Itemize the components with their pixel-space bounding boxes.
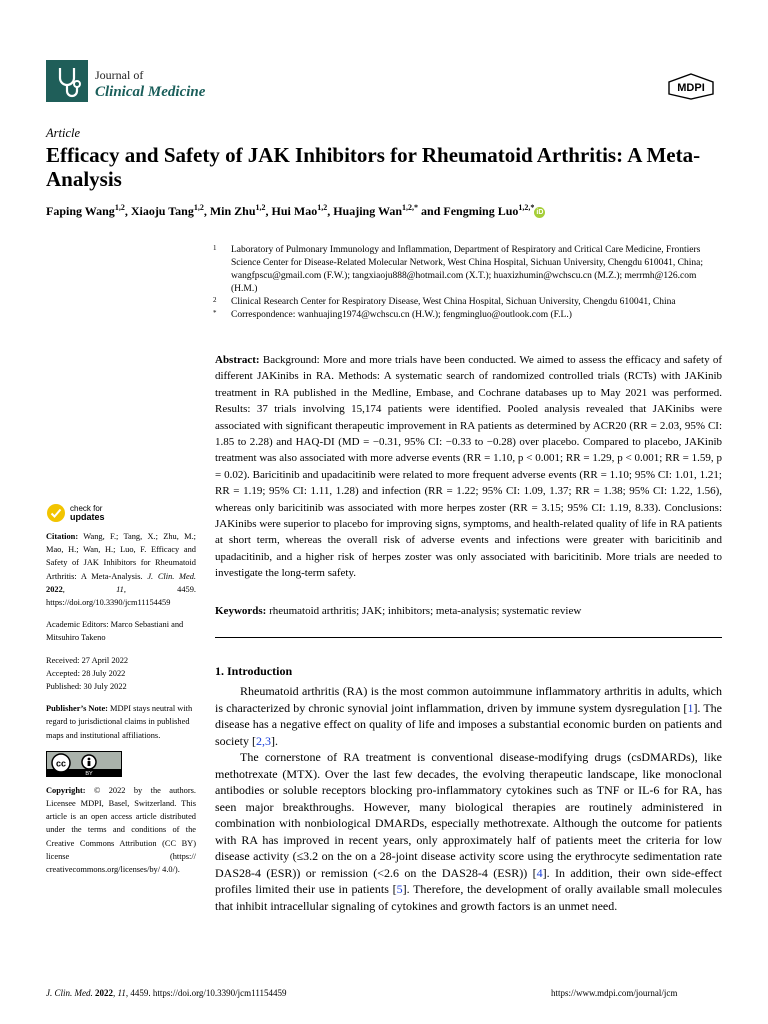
affiliation-item [213,296,723,309]
author-name: Xiaoju Tang [130,204,194,218]
abstract-text: Background: More and more trials have been conducted. We aimed to assess the efficacy and safety of different JAKinibs in RA. Methods: A systematic search of randomized controlled trials (RCTs) with JAKinib treatment in RA published in the Medline, Embase, and Cochrane databases up to May 2021 was performed. Results: 37 trials involving 15,174 patients were identified. Pooled analysis revealed that JAKinibs were associated with significant therapeutic improvement in RA patients as determined by ACR20 (RR = 2.03, 95% CI: 1.85 to 2.28) and HAQ-DI (MD = −0.31, 95% CI: −0.33 to −0.28) over placebo. Compared to placebo, JAKinib treatment was also associated with more adverse events (RR = 1.10, p < 0.001; RR = 1.29, p < 0.001; RR = 1.59, p = 0.02). Baricitinib and upadacitinib were related to more frequent adverse events (RR = 1.10; 95% CI: 1.01, 1.21; RR = 1.19; 95% CI: 1.11, 1.28) and infection (RR = 1.22; 95% CI: 1.09, 1.37; RR = 1.38; 95% CI: 1.22, 1.56), whereas only baricitinib was associated with more herpes zoster (RR = 3.15; 95% CI: 1.19, 8.33). Conclusions: JAKinibs were superior to placebo for improving signs, symptoms, and health-related quality of life in RA patients at short term, whereas the overall risk of adverse events and infections were greater with baricitinib and upadacitinib, and a higher risk of herpes zoster was only associated with baricitinib. More trials are needed to investigate the long-term safety. [215,354,723,580]
introduction-body [215,683,722,914]
copyright-text: © 2022 by the authors. Licensee MDPI, Basel, Switzerland. This article is an open access article distributed under the terms and conditions of the Creative Commons Attribution (CC BY) license (https:// creativecommons.org/licenses/by/ 4.0/). [46,785,197,875]
check-for-updates-button[interactable] [46,503,105,523]
received-date: Received: 27 April 2022 [46,655,129,665]
mdpi-logo [665,72,717,105]
author-affiliation-mark: 1,2 [114,203,125,212]
citation-doi[interactable]: , 4459. https://doi.org/10.3390/jcm11154459 [46,584,197,608]
author-affiliation-mark: 1,2,* [402,203,419,212]
author-affiliation-mark: 1,2,* [518,203,535,212]
footer-year: 2022 [95,988,113,998]
dates [46,654,196,694]
orcid-icon[interactable]: iD [536,208,544,216]
affiliation-mark: * [213,309,217,317]
mdpi-logo-text: MDPI [677,82,705,94]
author-affiliation-mark: 1,2 [193,203,204,212]
keywords-text: rheumatoid arthritis; JAK; inhibitors; meta-analysis; systematic review [269,605,582,617]
citation-link[interactable]: 1 [687,700,694,715]
sidebar [46,530,196,876]
academic-editors: Academic Editors: Marco Sebastiani and Mitsuhiro Takeno [46,620,184,643]
citation-year: 2022 [46,584,63,594]
publisher-note-label: Publisher’s Note: [46,704,108,714]
affiliation-text: Clinical Research Center for Respiratory Disease, West China Hospital, Sichuan University, Chengdu 610041, China [231,297,676,307]
affiliation-item [213,244,723,296]
published-date: Published: 30 July 2022 [46,682,127,692]
affiliation-mark: 2 [213,296,217,304]
author-name: Min Zhu [209,204,256,218]
check-updates-icon [46,503,66,523]
footer-volume: 11 [117,988,126,998]
citation-link[interactable]: 4 [536,865,543,880]
copyright-label: Copyright: [46,785,86,795]
keywords-label: Keywords: [215,605,267,617]
cc-by-label: BY [85,770,93,776]
affiliations [213,244,723,322]
citation-journal: J. Clin. Med. [147,571,197,581]
abstract [215,352,722,582]
svg-text:cc: cc [55,758,67,769]
affiliation-item [213,309,723,322]
abstract-label: Abstract: [215,354,260,366]
copyright [46,784,196,876]
author-name: Hui Mao [271,204,318,218]
author-name: Fengming Luo [443,204,519,218]
affiliation-mark: 1 [213,244,217,252]
section-heading-introduction: 1. Introduction [215,664,293,678]
intro-paragraph-2: The cornerstone of RA treatment is conventional disease-modifying drugs (csDMARDs), like methotrexate (MTX). Over the last few decades, the evolving therapeutic landscape, like monoclonal antibodies or soluble receptors blocking pro-inflammatory cytokines such as TNF or IL-6 for RA, has seen major breakthroughs. However, many biological therapies are routinely administered in combination with nonbiological DMARDs, especially methotrexate. Although the outcome for patients with RA has improved in recent years, only approximately half of patients meet the criteria for low disease activity (≤3.2 on the on a 28-joint disease activity score using the erythrocyte sedimentation rate DAS28-4 (ESR)) or remission (<2.6 on the DAS28-4 (ESR)) [4]. In addition, their own side-effect profiles limited their use in patients [5]. Therefore, the development of orally available small molecules that inhibit intracellular signaling of cytokines and growth factors is an unmet need. [215,750,723,913]
citation-volume: 11 [116,584,124,594]
journal-name-line2: Clinical Medicine [95,84,206,100]
cc-by-license-badge[interactable] [46,751,122,777]
article-title: Efficacy and Safety of JAK Inhibitors for Rheumatoid Arthritis: A Meta-Analysis [46,143,701,191]
footer-citation: J. Clin. Med. 2022, 11, 4459. https://doi.org/10.3390/jcm11154459 [46,988,287,998]
citation-text: Wang, F.; Tang, X.; Zhu, M.; Mao, H.; Wan, H.; Luo, F. Efficacy and Safety of JAK Inhibitors for Rheumatoid Arthritis: A Meta-Analysis. [46,532,196,581]
keywords [215,603,722,619]
accepted-date: Accepted: 28 July 2022 [46,668,126,678]
author-list: Faping Wang$^{1,2}$, Xiaoju Tang$^{1,2}$, Min Zhu$^{1,2}$, Hui Mao$^{1,2}$, Huajing Wan$^{1,2,*}$ and Fengming Luo$^{1,2,*}$iD [46,203,544,218]
check-updates-line1: check for [70,504,103,513]
publisher-note-text: MDPI stays neutral with regard to jurisdictional claims in published maps and institutional affiliations. [46,704,193,740]
citation-link[interactable]: 2,3 [256,733,271,748]
journal-name-line1: Journal of [95,68,144,82]
citation-label: Citation: [46,532,79,541]
citation-link[interactable]: 5 [396,882,403,896]
author-affiliation-mark: 1,2 [255,203,266,212]
citation: Citation: Wang, F.; Tang, X.; Zhu, M.; Mao, H.; Wan, H.; Luo, F. Efficacy and Safety of JAK Inhibitors for Rheumatoid Arthritis: A Meta-Analysis. J. Clin. Med. 2022, 11, 4459. https://doi.org/10.3390/jcm11154459 [46,532,197,608]
article-type: Article [46,126,81,140]
author-affiliation-mark: 1,2 [317,203,328,212]
check-updates-line2: updates [70,512,105,522]
footer-doi[interactable]: , 4459. https://doi.org/10.3390/jcm11154459 [125,988,287,998]
stethoscope-icon [46,60,88,102]
author-name: Huajing Wan [333,204,403,218]
section-divider [215,637,722,638]
author-name: Faping Wang [46,204,115,218]
publisher-note [46,702,196,742]
footer-journal-url[interactable]: https://www.mdpi.com/journal/jcm [551,988,678,998]
journal-name [95,67,205,101]
affiliation-text: Laboratory of Pulmonary Immunology and Inflammation, Department of Respiratory and Critical Care Medicine, Frontiers Science Center for Disease-Related Molecular Network, West China Hospital, Sichuan University, Chengdu 610041, China; wangfpscu@gmail.com (F.W.); tangxiaoju888@hotmail.com (X.T.); huaxizhumin@wchscu.cn (M.Z.); merrmh@126.com (H.M.) [231,245,704,294]
affiliation-text: Correspondence: wanhuajing1974@wchscu.cn (H.W.); fengmingluo@outlook.com (F.L.) [231,310,572,320]
footer-journal: J. Clin. Med. [46,988,93,998]
intro-paragraph-1: Rheumatoid arthritis (RA) is the most common autoimmune inflammatory arthritis in adults, which is characterized by chronic synovial joint inflammation, driven by immune system dysregulation [1]. The disease has a negative effect on quality of life and imposes a substantial economic burden on patients and society [2,3]. [215,684,723,748]
